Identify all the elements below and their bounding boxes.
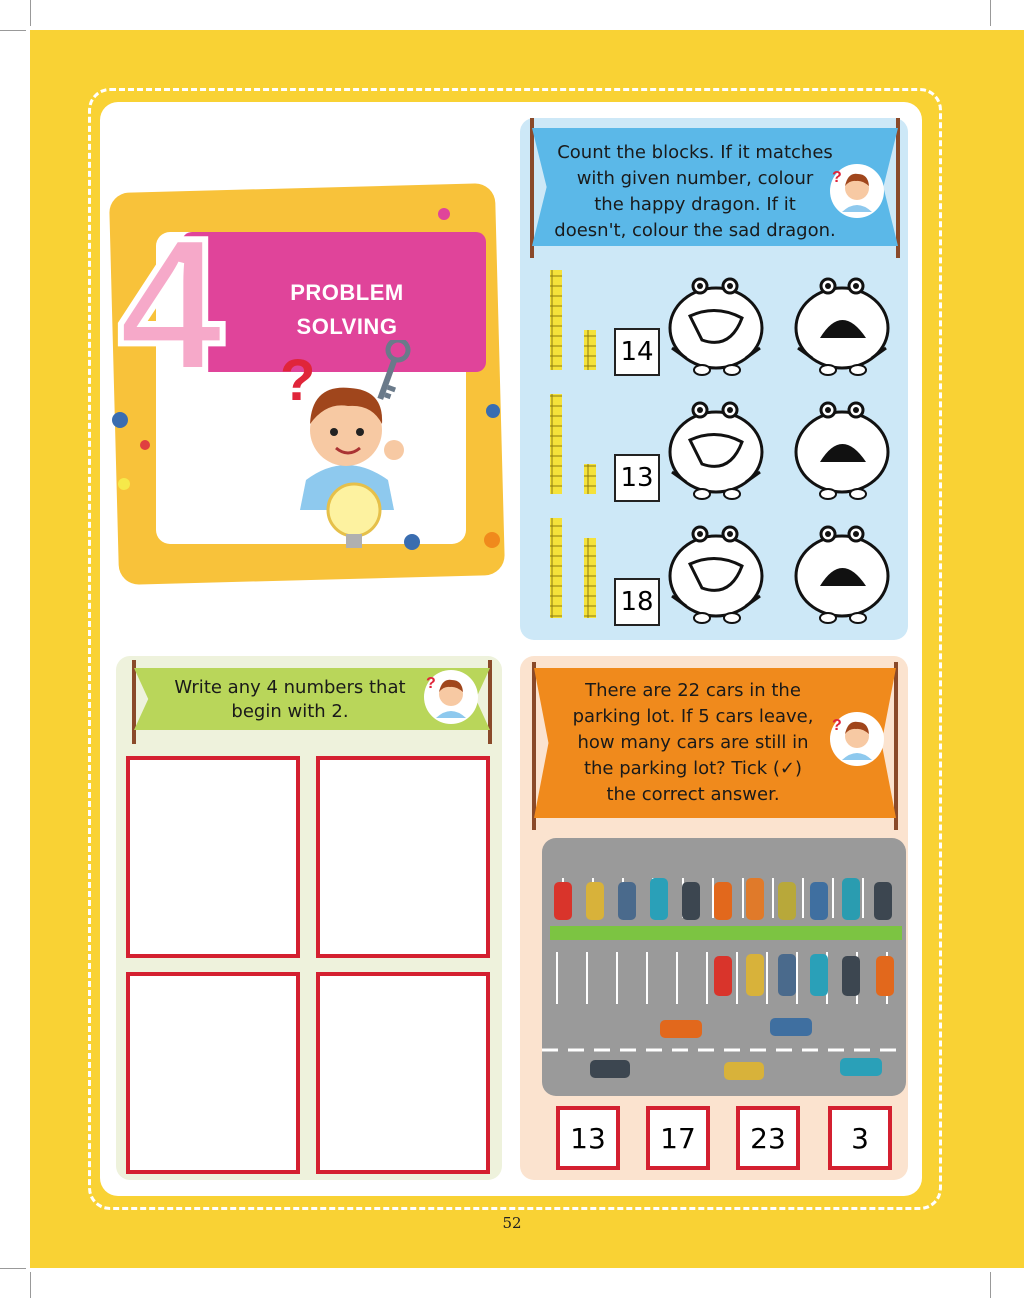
banner-post: [132, 660, 136, 744]
instruction-line: the correct answer.: [606, 784, 780, 805]
crop-mark: [990, 1272, 991, 1298]
instruction-line: how many cars are still in: [577, 732, 809, 753]
instruction-line: the happy dragon. If it: [594, 194, 796, 215]
crop-mark: [990, 0, 991, 26]
crop-mark: [0, 1268, 26, 1269]
chapter-title: [262, 276, 432, 344]
banner-post: [532, 662, 536, 830]
chapter-title-line2: SOLVING: [296, 314, 398, 339]
boy-icon: [830, 164, 884, 218]
ten-rod: [550, 394, 562, 494]
instruction-line: parking lot. If 5 cars leave,: [572, 706, 814, 727]
boy-icon: [830, 712, 884, 766]
blocks-number-box: 13: [614, 454, 660, 502]
blocks-number-box: 18: [614, 578, 660, 626]
ones-blocks: [584, 330, 596, 370]
answer-option-13[interactable]: 13: [556, 1106, 620, 1170]
instruction-line: with given number, colour: [576, 168, 814, 189]
svg-text:?: ?: [832, 169, 842, 186]
instruction-line: doesn't, colour the sad dragon.: [554, 220, 836, 241]
sad-dragon-icon: [796, 279, 888, 375]
banner-post: [894, 662, 898, 830]
write-box[interactable]: [126, 756, 300, 958]
parking-lot-illustration: [542, 838, 906, 1096]
page-number: 52: [502, 1214, 522, 1232]
chapter-number: 4: [118, 199, 224, 411]
instruction-line: begin with 2.: [231, 701, 349, 722]
decor-dot: [484, 532, 500, 548]
answer-option-23[interactable]: 23: [736, 1106, 800, 1170]
crop-mark: [30, 1272, 31, 1298]
ones-blocks: [584, 538, 596, 618]
write-box[interactable]: [126, 972, 300, 1174]
write-box[interactable]: [316, 756, 490, 958]
decor-dot: [140, 440, 150, 450]
happy-dragon-icon: [670, 279, 762, 375]
svg-text:?: ?: [426, 675, 436, 692]
decor-dot: [486, 404, 500, 418]
svg-text:?: ?: [280, 348, 316, 413]
blocks-number-box: 14: [614, 328, 660, 376]
cars-instruction: [548, 678, 838, 808]
banner-post: [488, 660, 492, 744]
answer-option-17[interactable]: 17: [646, 1106, 710, 1170]
instruction-line: Count the blocks. If it matches: [557, 142, 833, 163]
ones-blocks: [584, 464, 596, 494]
instruction-line: There are 22 cars in the: [585, 680, 801, 701]
boy-illustration: [276, 340, 426, 550]
decor-dot: [112, 412, 128, 428]
banner-post: [530, 118, 534, 258]
ten-rod: [550, 270, 562, 370]
ten-rod: [550, 518, 562, 618]
decor-dot: [438, 208, 450, 220]
instruction-line: Write any 4 numbers that: [174, 677, 406, 698]
write-box[interactable]: [316, 972, 490, 1174]
svg-text:?: ?: [832, 717, 842, 734]
crop-mark: [0, 30, 26, 31]
write-instruction: [150, 676, 430, 724]
blocks-instruction: [540, 140, 850, 244]
boy-icon: [424, 670, 478, 724]
answer-option-3[interactable]: 3: [828, 1106, 892, 1170]
sad-dragon-icon: [796, 403, 888, 499]
instruction-line: the parking lot? Tick (✓): [583, 758, 803, 779]
chapter-title-line1: PROBLEM: [290, 280, 404, 305]
banner-post: [896, 118, 900, 258]
sad-dragon-icon: [796, 527, 888, 623]
blocks-rows: [540, 266, 902, 632]
decor-dot: [118, 478, 130, 490]
crop-mark: [30, 0, 31, 26]
